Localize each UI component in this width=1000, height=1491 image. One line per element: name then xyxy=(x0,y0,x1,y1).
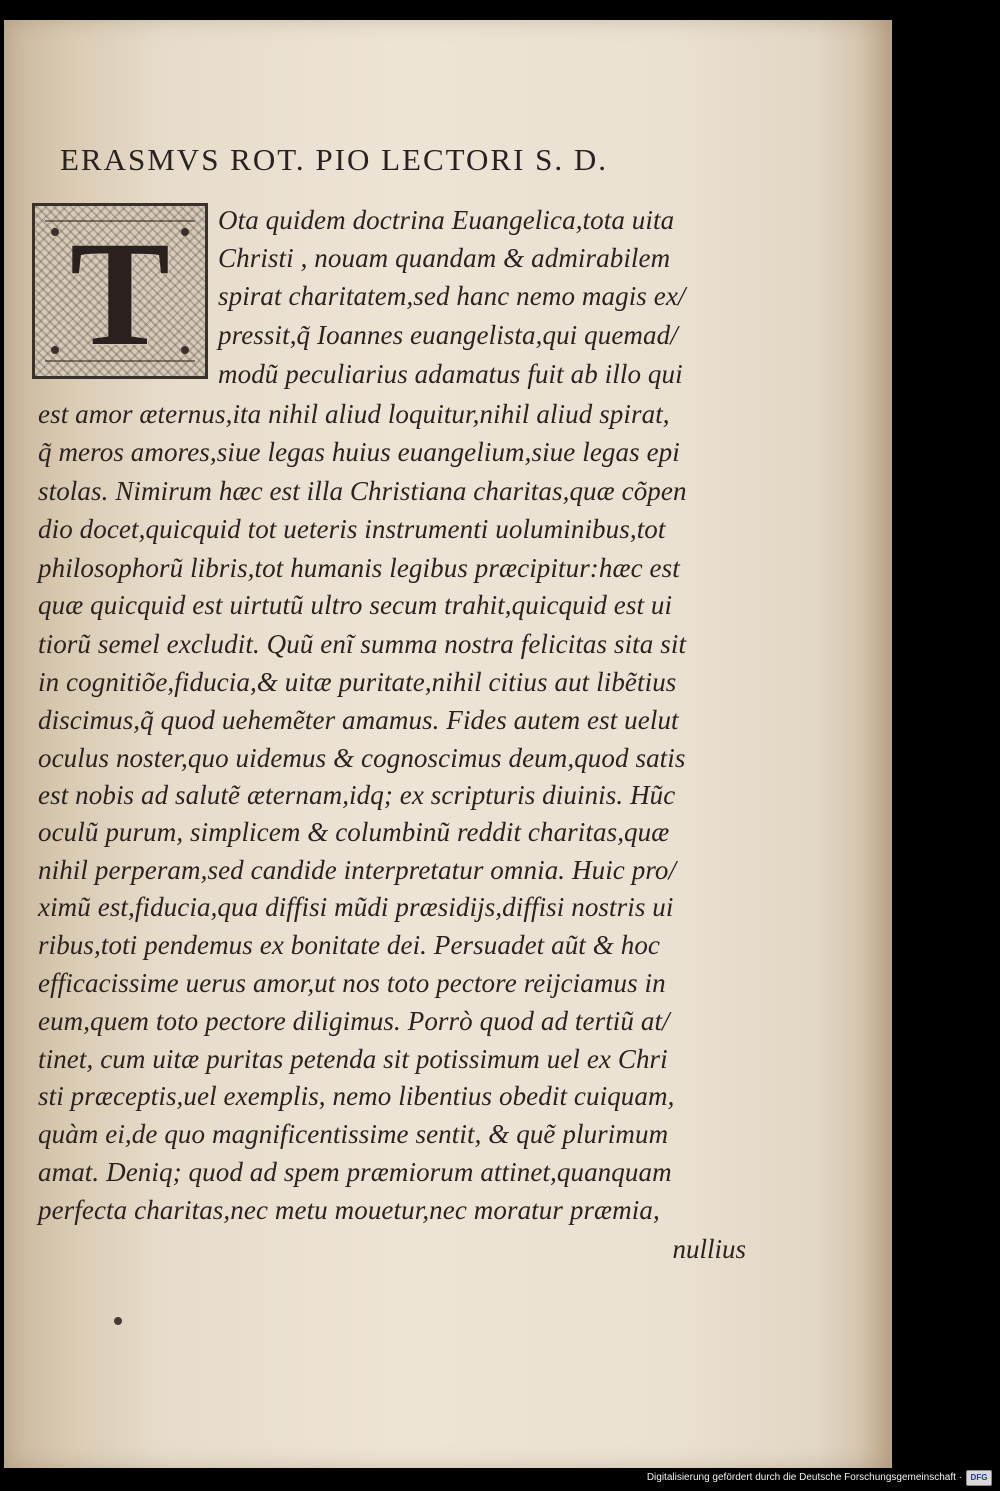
text-line: Christi , nouam quandam & admirabilem xyxy=(218,243,671,273)
text-line: tinet, cum uitæ puritas petenda sit potissimum uel ex Chri xyxy=(38,1044,668,1074)
text-line: ribus,toti pendemus ex bonitate dei. Persuadet aũt & hoc xyxy=(38,930,660,960)
text-line: est amor æternus,ita nihil aliud loquitur,nihil aliud spirat, xyxy=(38,399,670,429)
text-line: philosophorũ libris,tot humanis legibus præcipitur:hæc est xyxy=(38,553,680,583)
text-line: tiorũ semel excludit. Quũ enĩ summa nostra felicitas sita sit xyxy=(38,629,687,659)
text-line: Ota quidem doctrina Euangelica,tota uita xyxy=(218,205,675,235)
ink-spot xyxy=(114,1317,122,1325)
digitization-credit: Digitalisierung gefördert durch die Deutsche Forschungsgemeinschaft · xyxy=(646,1472,962,1483)
text-line: pressit,q̃ Ioannes euangelista,qui quemad/ xyxy=(218,320,678,350)
text-line: perfecta charitas,nec metu mouetur,nec moratur præmia, xyxy=(38,1195,660,1225)
book-page xyxy=(4,20,892,1468)
text-line: oculũ purum, simplicem & columbinũ reddit charitas,quæ xyxy=(38,817,670,847)
text-line: efficacissime uerus amor,ut nos toto pectore reijciamus in xyxy=(38,968,666,998)
decorated-initial xyxy=(32,203,208,379)
text-line: q̃ meros amores,siue legas huius euangelium,siue legas epi xyxy=(38,437,680,467)
text-line: stolas. Nimirum hæc est illa Christiana charitas,quæ cõpen xyxy=(38,476,687,506)
text-line: nihil perperam,sed candide interpretatur omnia. Huic pro/ xyxy=(38,855,677,885)
text-line: eum,quem toto pectore diligimus. Porrò quod ad tertiũ at/ xyxy=(38,1006,670,1036)
text-line: discimus,q̃ quod uehemẽter amamus. Fides autem est uelut xyxy=(38,705,679,735)
dfg-logo-icon: DFG xyxy=(966,1470,992,1486)
text-line: quæ quicquid est uirtutũ ultro secum trahit,quicquid est ui xyxy=(38,590,673,620)
text-line: sti præceptis,uel exemplis, nemo libentius obedit cuiquam, xyxy=(38,1081,675,1111)
text-line: modũ peculiarius adamatus fuit ab illo qui xyxy=(218,359,683,389)
text-line: spirat charitatem,sed hanc nemo magis ex/ xyxy=(218,281,686,311)
text-line: quàm ei,de quo magnificentissime sentit, & quẽ plurimum xyxy=(38,1119,669,1149)
running-head: ERASMVS ROT. PIO LECTORI S. D. xyxy=(60,142,609,177)
text-line: oculus noster,quo uidemus & cognoscimus deum,quod satis xyxy=(38,743,686,773)
text-line: in cognitiõe,fiducia,& uitæ puritate,nihil citius aut libẽtius xyxy=(38,667,677,697)
catchword: nullius xyxy=(672,1234,746,1264)
text-line: est nobis ad salutẽ æternam,idq; ex scripturis diuinis. Hũc xyxy=(38,780,676,810)
text-line: ximũ est,fiducia,qua diffisi mũdi præsidijs,diffisi nostris ui xyxy=(38,892,674,922)
text-line: amat. Deniq; quod ad spem præmiorum attinet,quanquam xyxy=(38,1157,672,1187)
initial-letter: T xyxy=(69,211,171,377)
text-line: dio docet,quicquid tot ueteris instrumenti uoluminibus,tot xyxy=(38,514,666,544)
